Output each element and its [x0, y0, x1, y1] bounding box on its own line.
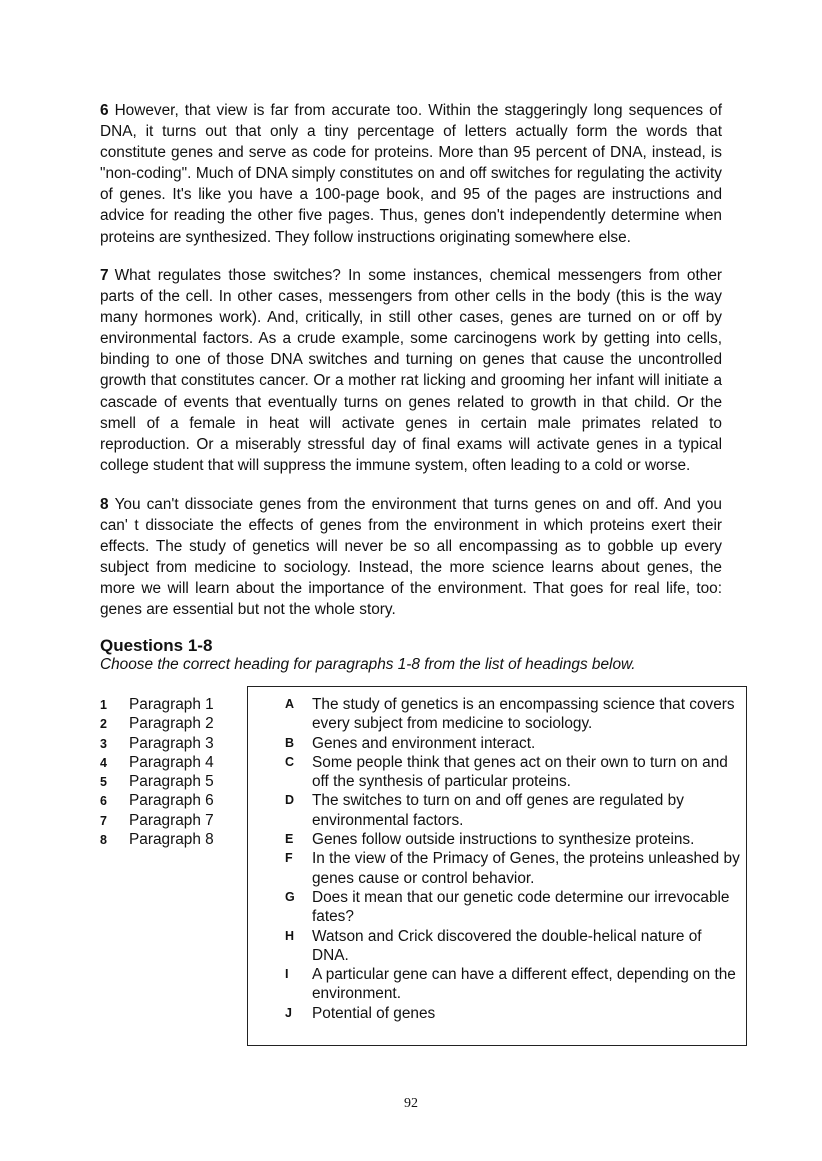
- heading-letter: F: [285, 851, 293, 866]
- heading-item: [285, 791, 740, 830]
- heading-letter: G: [285, 889, 295, 904]
- paragraph-number: 8: [100, 496, 109, 513]
- item-number: 1: [100, 698, 107, 712]
- item-label: Paragraph 4: [129, 753, 214, 771]
- list-item: [100, 714, 214, 733]
- paragraph-number: 6: [100, 102, 109, 119]
- paragraph-6: [100, 100, 722, 248]
- headings-box: [247, 686, 747, 1046]
- paragraph-text: You can't dissociate genes from the environment that turns genes on and off. And you can' t dissociate the effects of genes from the environment in which proteins exert their effects. The study of genetics will never be so all encompassing as to gobble up every subject from medicine to sociology. Instead, the more science learns about genes, the more we will learn about the importance of the environment. That goes for real life, too: genes are essential but not the whole story.: [100, 496, 722, 619]
- paragraph-text: What regulates those switches? In some instances, chemical messengers from other parts of the cell. In other cases, messengers from other cells in the body (this is the way many hormones work). And, critically, in still other cases, genes are turned on or off by environmental factors. As a crude example, some carcinogens work by getting into cells, binding to one of those DNA switches and turning on genes that cause the uncontrolled growth that constitutes cancer. Or a mother rat licking and grooming her infant will initiate a cascade of events that eventually turns on genes related to growth in that child. Or the smell of a female in heat will activate genes in certain male primates related to reproduction. Or a miserably stressful day of final exams will activate genes in a typical college student that will suppress the immune system, often leading to a cold or worse.: [100, 267, 722, 474]
- item-number: 4: [100, 755, 107, 770]
- heading-item: [285, 927, 740, 966]
- heading-text: The study of genetics is an encompassing science that covers every subject from medicine to sociology.: [312, 696, 735, 733]
- item-number: 8: [100, 833, 107, 848]
- headings-list: [285, 695, 740, 1023]
- heading-letter: B: [285, 735, 295, 750]
- paragraph-text: However, that view is far from accurate too. Within the staggeringly long sequences of DNA, it turns out that only a tiny percentage of letters actually form the words that constitute genes and serve as code for proteins. More than 95 percent of DNA, instead, is "non-coding". Much of DNA simply constitutes on and off switches for regulating the activity of genes. It's like you have a 100-page book, and 95 of the pages are instructions and advice for reading the other five pages. Thus, genes don't independently determine when proteins are synthesized. They follow instructions originating somewhere else.: [100, 102, 722, 246]
- paragraph-8: [100, 494, 722, 621]
- item-label: Paragraph 6: [129, 792, 214, 810]
- paragraph-number: 7: [100, 267, 109, 284]
- item-label: Paragraph 7: [129, 811, 214, 829]
- list-item: [100, 791, 214, 810]
- heading-item: [285, 753, 740, 792]
- heading-letter: D: [285, 793, 295, 808]
- heading-item: [285, 888, 740, 927]
- heading-text: In the view of the Primacy of Genes, the proteins unleashed by genes cause or control behavior.: [312, 850, 740, 887]
- heading-item: [285, 965, 740, 1004]
- list-item: [100, 811, 214, 830]
- heading-item: [285, 849, 740, 888]
- list-item: [100, 772, 214, 791]
- item-label: Paragraph 3: [129, 734, 214, 752]
- heading-item: [285, 734, 740, 753]
- paragraph-7: [100, 265, 722, 476]
- heading-letter: E: [285, 832, 294, 847]
- item-label: Paragraph 1: [129, 696, 214, 713]
- item-label: Paragraph 5: [129, 773, 214, 791]
- questions-instruction: Choose the correct heading for paragraphs 1-8 from the list of headings below.: [100, 656, 636, 673]
- heading-item: [285, 695, 740, 734]
- heading-item: [285, 830, 740, 849]
- item-number: 2: [100, 717, 107, 732]
- heading-text: Watson and Crick discovered the double-helical nature of DNA.: [312, 927, 702, 964]
- heading-text: Genes and environment interact.: [312, 734, 536, 752]
- questions-title: Questions 1-8: [100, 636, 213, 655]
- heading-text: A particular gene can have a different effect, depending on the environment.: [312, 966, 736, 1003]
- heading-letter: A: [285, 697, 295, 711]
- item-label: Paragraph 2: [129, 715, 214, 733]
- heading-text: The switches to turn on and off genes are regulated by environmental factors.: [312, 792, 684, 829]
- list-item: [100, 753, 214, 772]
- item-number: 5: [100, 775, 107, 790]
- heading-text: Some people think that genes act on their own to turn on and off the synthesis of particular proteins.: [312, 753, 728, 791]
- item-number: 6: [100, 794, 107, 809]
- list-item: [100, 695, 214, 714]
- paragraph-list: [100, 695, 214, 849]
- heading-letter: H: [285, 928, 295, 943]
- item-number: 3: [100, 736, 107, 751]
- page-number: 92: [404, 1096, 418, 1111]
- heading-letter: I: [285, 967, 289, 982]
- item-number: 7: [100, 813, 107, 828]
- heading-text: Does it mean that our genetic code determine our irrevocable fates?: [312, 888, 730, 926]
- list-item: [100, 830, 214, 849]
- heading-text: Genes follow outside instructions to synthesize proteins.: [312, 831, 695, 849]
- heading-letter: J: [285, 1005, 292, 1020]
- list-item: [100, 734, 214, 753]
- heading-text: Potential of genes: [312, 1004, 436, 1022]
- heading-item: [285, 1004, 740, 1023]
- heading-letter: C: [285, 754, 295, 769]
- item-label: Paragraph 8: [129, 831, 214, 849]
